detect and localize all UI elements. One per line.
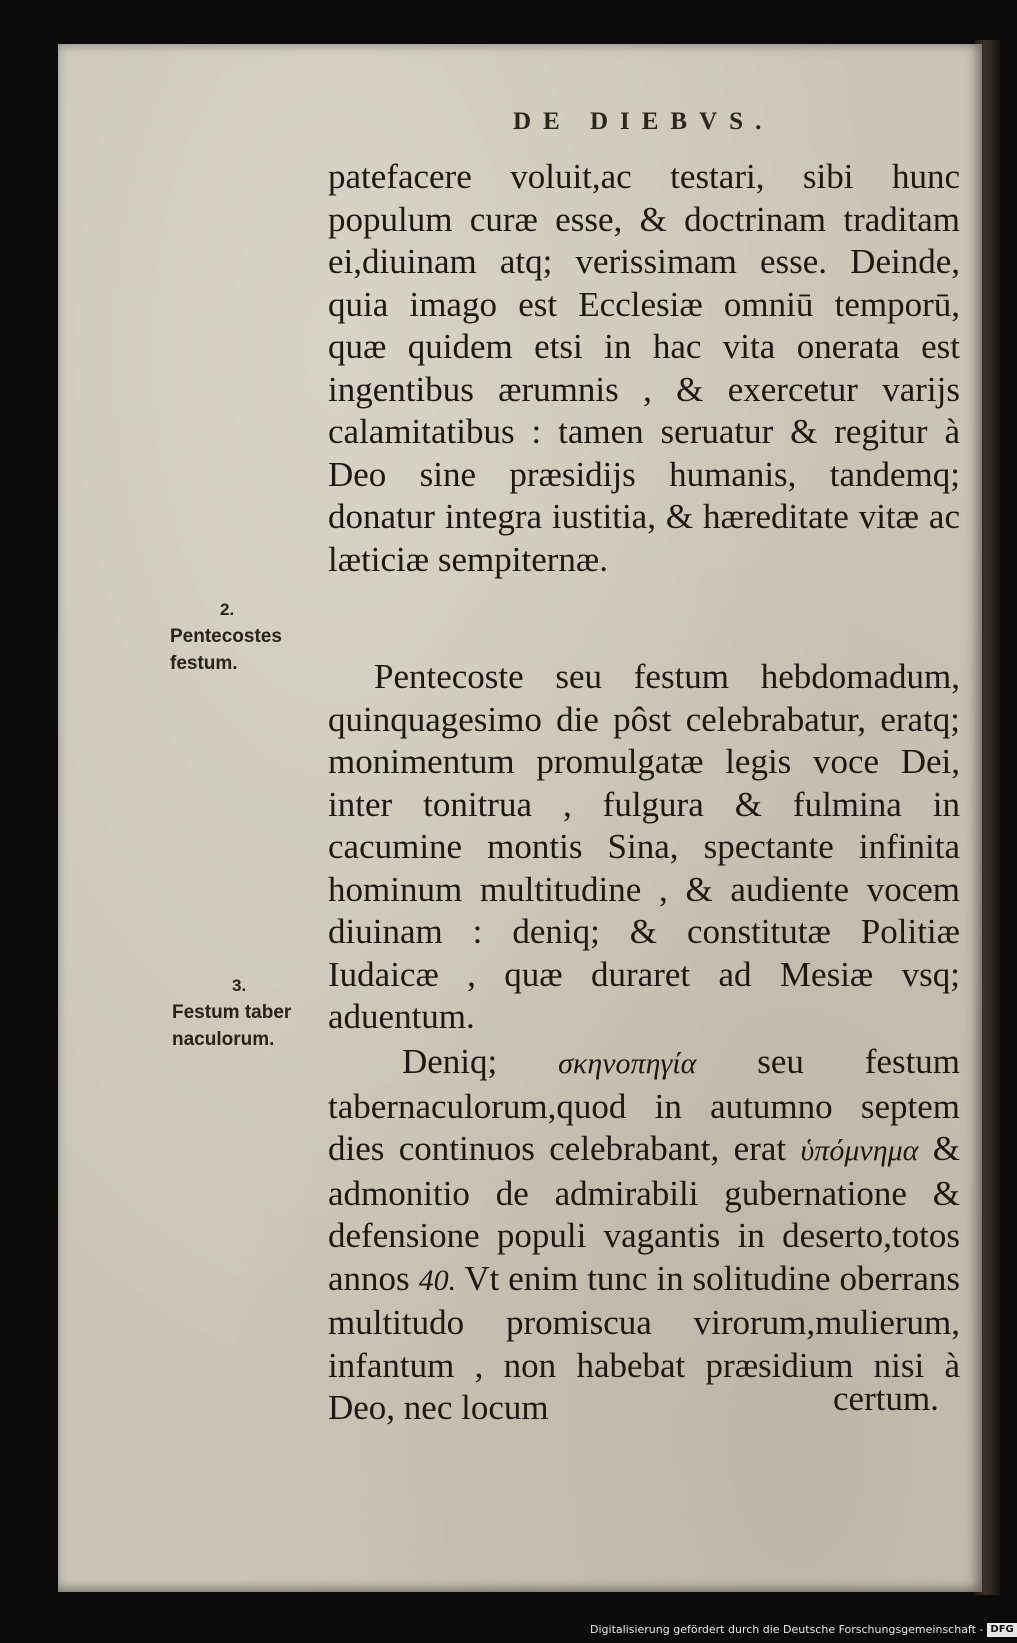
catchword: certum. bbox=[833, 1379, 939, 1418]
dfg-logo-icon: DFG bbox=[987, 1623, 1016, 1637]
greek-word-skenopegia: σκηνοπηγία bbox=[558, 1047, 697, 1080]
para3-part-a: seu festum tabernaculorum,quod in autumno septem dies continuos celebrabant, erat bbox=[328, 1042, 961, 1168]
years-numeral: 40. bbox=[418, 1263, 457, 1297]
margin-note-pentecost bbox=[170, 596, 282, 677]
margin-note-line: festum. bbox=[170, 653, 238, 674]
margin-note-line: Pentecostes bbox=[170, 626, 282, 647]
margin-note-line: naculorum. bbox=[172, 1029, 275, 1050]
para3-part-b: & admonitio de admirabili gubernatione & defensione populi vagantis in deserto,totos annos bbox=[328, 1129, 961, 1298]
para3-start: Deniq; bbox=[402, 1042, 498, 1081]
book-page bbox=[58, 44, 982, 1592]
footer-text: Digitalisierung gefördert durch die Deutsche Forschungsgemeinschaft - bbox=[590, 1623, 984, 1636]
margin-note-number: 3. bbox=[232, 976, 247, 995]
margin-note-number: 2. bbox=[220, 600, 235, 619]
greek-word-hypomnema: ὑπόμνημα bbox=[800, 1134, 919, 1167]
paragraph-1: patefacere voluit,ac testari, sibi hunc populum curæ esse, & doctrinam traditam ei,diuinam atq; verissimam esse. Deinde, quia imago est Ecclesiæ omniū temporū, quæ quidem etsi in hac vita onerata est ingentibus ærumnis , & exercetur varijs calamitatibus : tamen seruatur & regitur à Deo sine præsidijs humanis, tandemq; donatur integra iustitia, & hæreditate vitæ ac læticiæ sempiternæ. bbox=[328, 157, 960, 579]
margin-note-tabernacles bbox=[172, 972, 291, 1053]
digitization-footer bbox=[590, 1621, 1014, 1639]
para3-part-c: Vt enim tunc in solitudine oberrans multitudo promiscua virorum,mulierum, infantum , non habebat præsidium nisi à Deo, nec locum bbox=[328, 1258, 960, 1427]
margin-note-line: Festum taber bbox=[172, 1002, 292, 1023]
paragraph-3 bbox=[328, 1041, 960, 1430]
paragraph-2: Pentecoste seu festum hebdomadum, quinquagesimo die pôst celebrabatur, eratq; monimentum promulgatæ legis voce Dei, inter tonitrua , fulgura & fulmina in cacumine montis Sina, spectante infinita hominum multitudine , & audiente vocem diuinam : deniq; & constitutæ Politiæ Iudaicæ , quæ duraret ad Mesiæ vsq; aduentum. bbox=[328, 657, 960, 1036]
running-head: DE DIEBVS. bbox=[513, 108, 774, 135]
